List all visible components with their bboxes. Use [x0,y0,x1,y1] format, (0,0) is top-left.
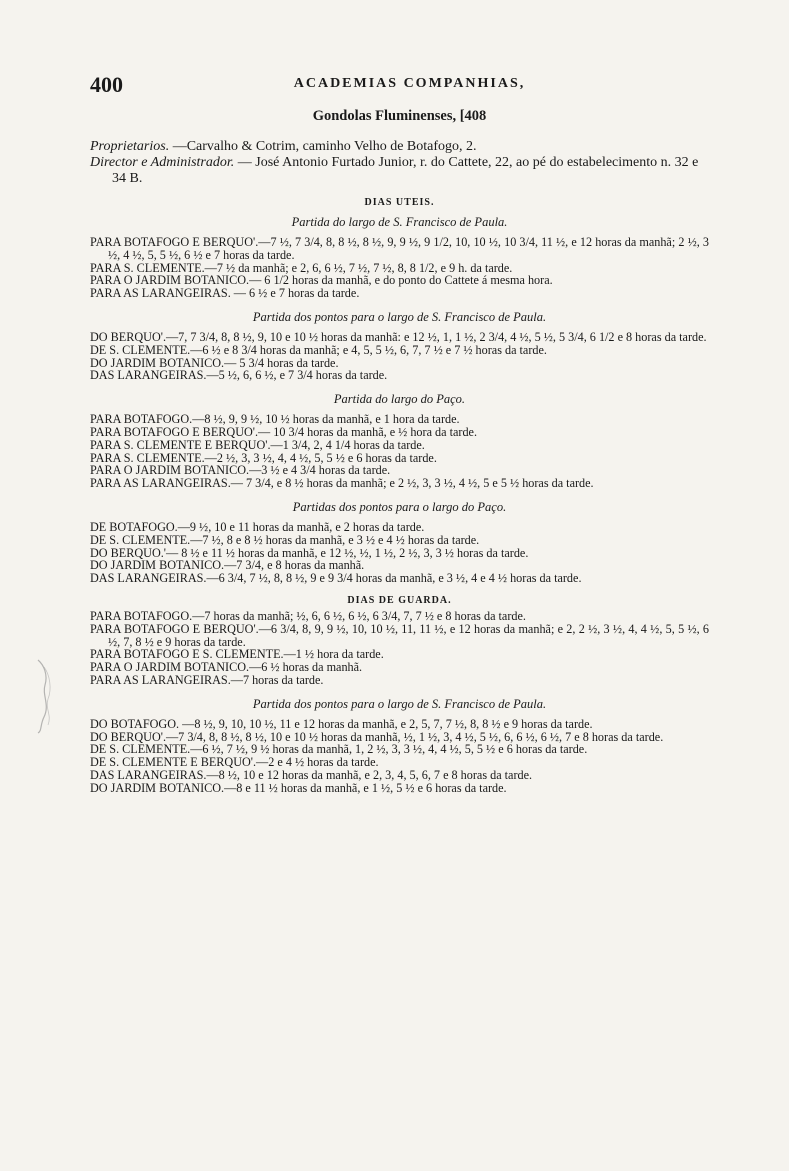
schedule-entry: DAS LARANGEIRAS.—6 3/4, 7 ½, 8, 8 ½, 9 e 9 3/4 horas da manhã, e 3 ½, 4 e 4 ½ horas da tarde. [90,571,582,586]
schedule-entry: PARA O JARDIM BOTANICO.—3 ½ e 4 3/4 horas da tarde. [90,463,391,478]
schedule-entry: DO JARDIM BOTANICO.—7 3/4, e 8 horas da manhã. [90,558,365,573]
schedule-group [90,215,709,300]
schedule-entry: DAS LARANGEIRAS.—8 ½, 10 e 12 horas da manhã, e 2, 3, 4, 5, 6, 7 e 8 horas da tarde. [90,767,533,782]
owners-line [90,139,709,155]
schedule-entry: DE S. CLEMENTE.—7 ½, 8 e 8 ½ horas da manhã, e 3 ½ e 4 ½ horas da tarde. [90,532,480,547]
owners-label: Proprietarios. [90,139,170,154]
group-subhead: Partida do largo do Paço. [333,392,466,407]
schedule-entry: PARA AS LARANGEIRAS.— 7 3/4, e 8 ½ horas da manhã; e 2 ½, 3, 3 ½, 4 ½, 5 e 5 ½ horas da tarde. [90,476,594,491]
schedule-group [90,310,709,382]
section-heading: DIAS DE GUARDA. [347,594,452,606]
company-title: Gondolas Fluminenses, [408 [312,108,487,124]
schedule-entry: DO BERQUO'.—7, 7 3/4, 8, 8 ½, 9, 10 e 10 ½ horas da manhã: e 12 ½, 1, 1 ½, 2 3/4, 4 ½, 5 ½, 5 3/4, 6 1/2 e 8 horas da tarde. [90,329,707,344]
schedule-group [90,697,709,795]
schedule-entry: DE S. CLEMENTE.—6 ½, 7 ½, 9 ½ horas da manhã, 1, 2 ½, 3, 3 ½, 4, 4 ½, 5, 5 ½ e 6 horas da tarde. [90,742,588,757]
page-content [90,108,709,805]
schedule-group [90,392,709,490]
director-line [90,155,709,187]
schedule-entry: PARA S. CLEMENTE E BERQUO'.—1 3/4, 2, 4 1/4 horas da tarde. [90,437,425,452]
director-text: — José Antonio Furtado Junior, r. do Cattete, 22, ao pé do estabelecimento n. 32 e 34 B. [112,155,699,186]
schedule-entry: DO BERQUO'.—7 3/4, 8, 8 ½, 8 ½, 10 e 10 ½ horas da manhã, ½, 1 ½, 3, 4 ½, 5 ½, 6, 6 ½, 6 ½, 7 e 8 horas da tarde. [90,729,664,744]
schedule-entry: PARA BOTAFOGO E BERQUO'.—7 ½, 7 3/4, 8, 8 ½, 8 ½, 9, 9 ½, 9 1/2, 10, 10 ½, 10 3/4, 11 ½, e 12 horas da manhã; 2 ½, 3 ½, 4 ½, 5, 5 ½, 6 ½ e 7 horas da tarde. [90,235,709,262]
owners-text: —Carvalho & Cotrim, caminho Velho de Botafogo, 2. [169,139,477,154]
running-head: ACADEMIAS COMPANHIAS, [293,76,526,91]
schedule-entry: PARA AS LARANGEIRAS. — 6 ½ e 7 horas da tarde. [90,286,360,301]
schedule-group [90,610,709,687]
schedule-entry: DO BOTAFOGO. —8 ½, 9, 10, 10 ½, 11 e 12 horas da manhã, e 2, 5, 7, 7 ½, 8, 8 ½ e 9 horas da tarde. [90,716,593,731]
schedule-entry: DO BERQUO.'— 8 ½ e 11 ½ horas da manhã, e 12 ½, ½, 1 ½, 2 ½, 3, 3 ½ horas da tarde. [90,545,529,560]
schedule-entry: DAS LARANGEIRAS.—5 ½, 6, 6 ½, e 7 3/4 horas da tarde. [90,368,388,383]
page-header [90,70,729,100]
page-number: 400 [90,72,123,97]
group-subhead: Partida dos pontos para o largo de S. Francisco de Paula. [252,696,547,711]
schedule-entry: PARA AS LARANGEIRAS.—7 horas da tarde. [90,672,324,687]
group-subhead: Partida do largo de S. Francisco de Paula. [291,215,508,229]
director-label: Director e Administrador. [90,155,235,170]
schedule-entry: PARA BOTAFOGO E S. CLEMENTE.—1 ½ hora da tarde. [90,647,384,662]
group-subhead: Partidas dos pontos para o largo do Paço. [292,499,507,514]
schedule-entry: PARA S. CLEMENTE.—7 ½ da manhã; e 2, 6, 6 ½, 7 ½, 7 ½, 8, 8 1/2, e 9 h. da tarde. [90,260,513,275]
schedule-entry: PARA BOTAFOGO.—7 horas da manhã; ½, 6, 6 ½, 6 ½, 6 3/4, 7, 7 ½ e 8 horas da tarde. [90,608,526,623]
schedule-entry: DO JARDIM BOTANICO.—8 e 11 ½ horas da manhã, e 1 ½, 5 ½ e 6 horas da tarde. [90,780,507,795]
schedule-entry: PARA O JARDIM BOTANICO.—6 ½ horas da manhã. [90,660,363,675]
schedule-entry: PARA BOTAFOGO E BERQUO'.— 10 3/4 horas da manhã, e ½ hora da tarde. [90,424,477,439]
group-subhead: Partida dos pontos para o largo de S. Francisco de Paula. [252,309,547,324]
margin-stain [30,655,60,735]
section-heading: DIAS UTEIS. [364,197,435,208]
schedule-group [90,500,709,585]
schedule-entry: PARA S. CLEMENTE.—2 ½, 3, 3 ½, 4, 4 ½, 5, 5 ½ e 6 horas da tarde. [90,450,437,465]
schedule-entry: DO JARDIM BOTANICO.— 5 3/4 horas da tarde. [90,355,339,370]
schedule-entry: DE S. CLEMENTE E BERQUO'.—2 e 4 ½ horas da tarde. [90,755,379,770]
schedule-entry: DE S. CLEMENTE.—6 ½ e 8 3/4 horas da manhã; e 4, 5, 5 ½, 6, 7, 7 ½ e 7 ½ horas da tarde. [90,342,547,357]
schedule-entry: PARA BOTAFOGO E BERQUO'.—6 3/4, 8, 9, 9 ½, 10, 10 ½, 11, 11 ½, e 12 horas da manhã; e 2, 2 ½, 3 ½, 4, 4 ½, 5, 5 ½, 6 ½, 7, 8 ½ e 9 horas da tarde. [90,621,709,649]
schedule-entry: PARA O JARDIM BOTANICO.— 6 1/2 horas da manhã, e do ponto do Cattete á mesma hora. [90,273,553,288]
schedule-entry: DE BOTAFOGO.—9 ½, 10 e 11 horas da manhã, e 2 horas da tarde. [90,519,425,534]
schedule-entry: PARA BOTAFOGO.—8 ½, 9, 9 ½, 10 ½ horas da manhã, e 1 hora da tarde. [90,412,460,427]
